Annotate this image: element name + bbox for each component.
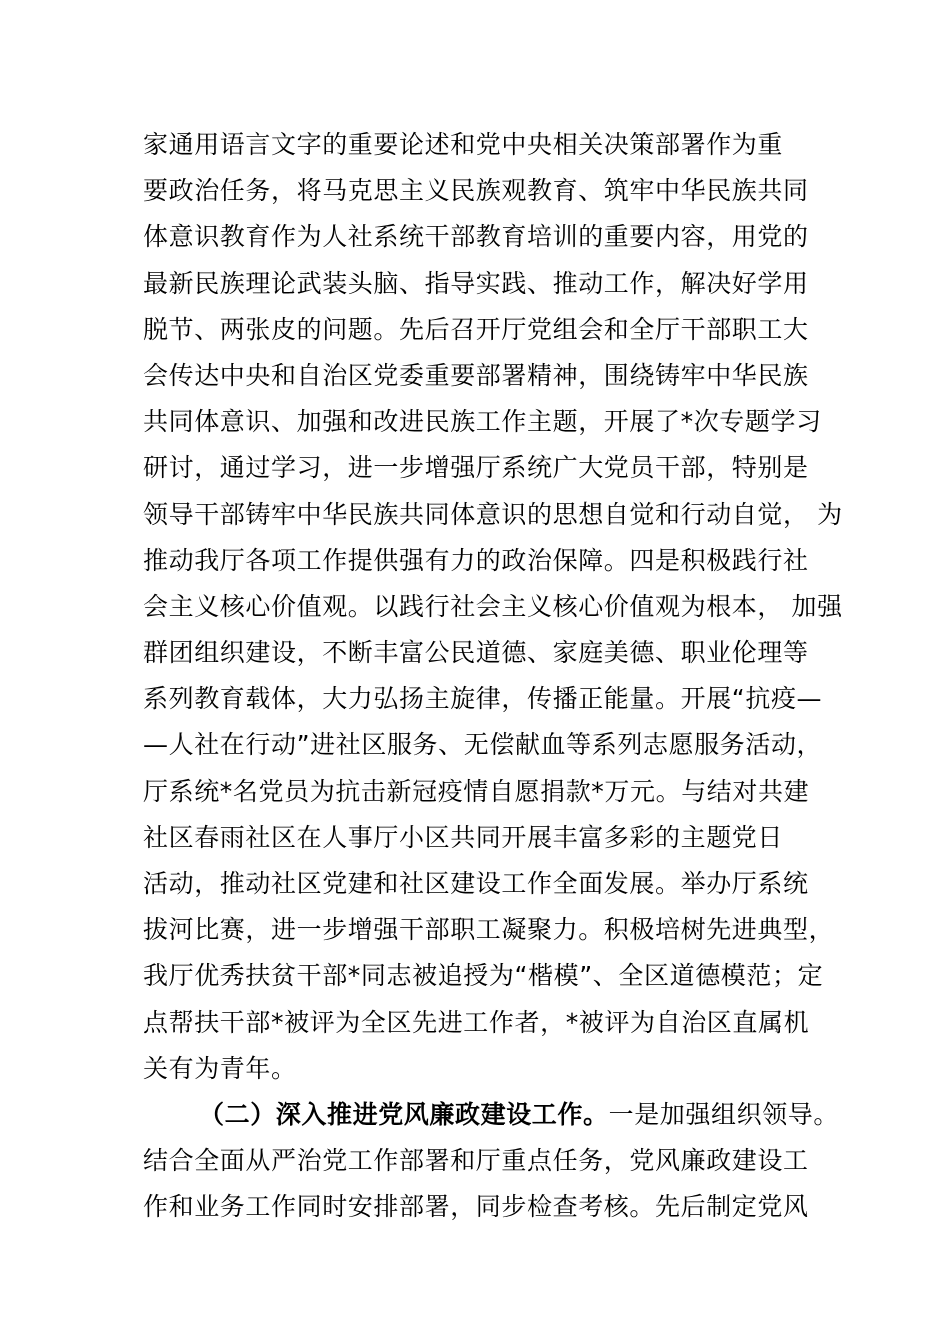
text-line: 家通用语言文字的重要论述和党中央相关决策部署作为重 — [143, 130, 784, 159]
text-line: 拔河比赛，进一步增强干部职工凝聚力。积极培树先进典型， — [143, 915, 835, 945]
text-line: 研讨，通过学习，进一步增强厅系统广大党员干部，特别是 — [143, 453, 809, 483]
text-line: 群团组织建设，不断丰富公民道德、家庭美德、职业伦理等 — [143, 638, 809, 668]
text-line: 关有为青年。 — [143, 1053, 297, 1083]
text-line: 我厅优秀扶贫干部*同志被追授为“楷模”、全区道德模范；定 — [143, 961, 824, 991]
text-line: —人社在行动”进社区服务、无偿献血等系列志愿服务活动， — [143, 730, 823, 760]
text-line: 活动，推动社区党建和社区建设工作全面发展。举办厅系统 — [143, 869, 809, 898]
text-line: 会主义核心价值观。以践行社会主义核心价值观为根本， 加强 — [143, 591, 843, 621]
text-line: 作和业务工作同时安排部署，同步检查考核。先后制定党风 — [143, 1192, 809, 1222]
text-line: 体意识教育作为人社系统干部教育培训的重要内容，用党的 — [143, 222, 809, 252]
text-line: 最新民族理论武装头脑、指导实践、推动工作，解决好学用 — [143, 268, 809, 298]
text-line: 点帮扶干部*被评为全区先进工作者，*被评为自治区直属机 — [143, 1007, 810, 1037]
document-body — [143, 122, 843, 1231]
text-line: 要政治任务，将马克思主义民族观教育、筑牢中华民族共同 — [143, 176, 809, 206]
text-line: 社区春雨社区在人事厅小区共同开展丰富多彩的主题党日 — [143, 822, 784, 852]
text-line: 会传达中央和自治区党委重要部署精神，围绕铸牢中华民族 — [143, 360, 809, 390]
text-line: 推动我厅各项工作提供强有力的政治保障。四是积极践行社 — [143, 545, 809, 575]
text-line: 结合全面从严治党工作部署和厅重点任务，党风廉政建设工 — [143, 1146, 809, 1176]
text-line: 系列教育载体，大力弘扬主旋律，传播正能量。开展“抗疫— — [143, 684, 823, 714]
text-line: 共同体意识、加强和改进民族工作主题，开展了*次专题学习 — [143, 407, 822, 437]
text-line: 领导干部铸牢中华民族共同体意识的思想自觉和行动自觉， 为 — [143, 499, 843, 529]
section-heading-line — [143, 1092, 840, 1138]
section-heading: （二）深入推进党风廉政建设工作。 — [199, 1099, 609, 1129]
text-line: 厅系统*名党员为抗击新冠疫情自愿捐款*万元。与结对共建 — [143, 776, 810, 806]
heading-line-text: 一是加强组织领导。 — [608, 1099, 840, 1129]
text-line: 脱节、两张皮的问题。先后召开厅党组会和全厅干部职工大 — [143, 314, 809, 344]
